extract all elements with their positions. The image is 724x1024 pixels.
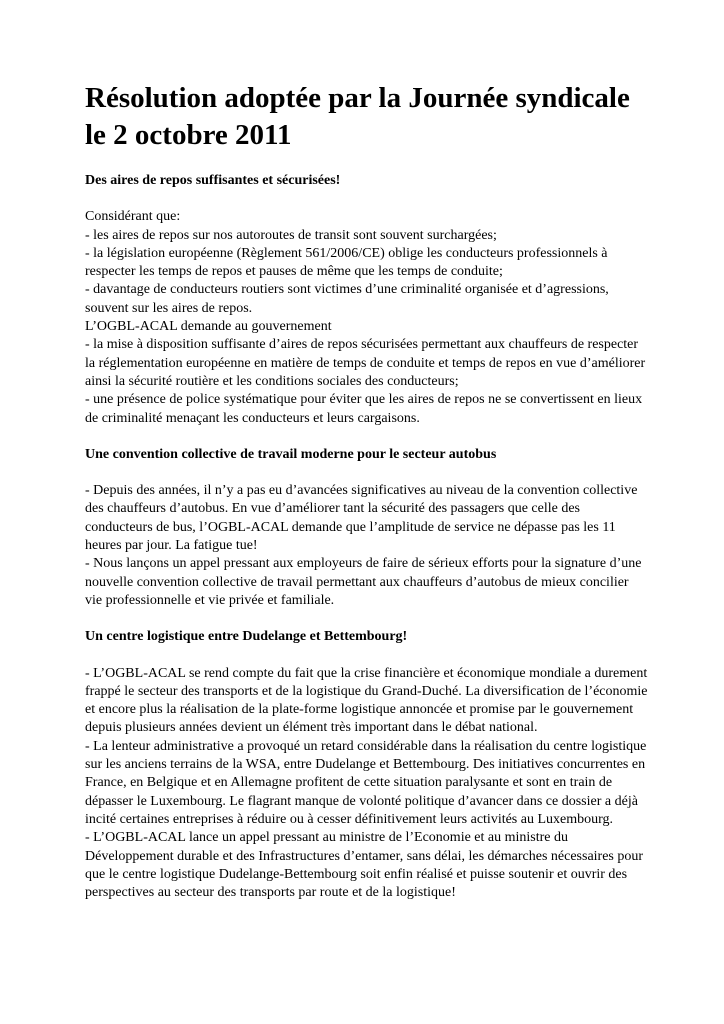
title-line-1: Résolution adoptée par la Journée syndicale — [85, 82, 630, 114]
bullet-item: - La lenteur administrative a provoqué un retard considérable dans la réalisation du centre logistique sur les anciens terrains de la WSA, entre Dudelange et Bettembourg. Des initiatives concurrentes en France, en Belgique et en Allemagne profitent de cette situation paralysante et sont en train de dépasser le Luxembourg. Le flagrant manque de volonté politique d’avancer dans ce dossier a déjà incité certaines entreprises à réduire ou à cesser définitivement leurs activités au Luxembourg. — [85, 738, 647, 827]
paragraph-demand-intro: L’OGBL-ACAL demande au gouvernement — [85, 319, 332, 335]
bullet-item: - une présence de police systématique pour éviter que les aires de repos ne se convertissent en lieux de criminalité menaçant les conducteurs et leurs cargaisons. — [85, 392, 643, 426]
bullet-item: - la mise à disposition suffisante d’aires de repos sécurisées permettant aux chauffeurs de respecter la réglementation européenne en matière de temps de conduite et temps de repos en vue d’améliorer ainsi la sécurité routière et les conditions sociales des conducteurs; — [85, 337, 646, 389]
bullet-item: - Nous lançons un appel pressant aux employeurs de faire de sérieux efforts pour la signature d’une nouvelle convention collective de travail permettant aux chauffeurs d’autobus de mieux concilier vie professionnelle et vie privée et familiale. — [85, 556, 642, 608]
title-line-2: le 2 octobre 2011 — [85, 119, 292, 151]
bullet-item: - les aires de repos sur nos autoroutes de transit sont souvent surchargées; — [85, 227, 497, 243]
section-heading-centre-logistique: Un centre logistique entre Dudelange et Bettembourg! — [85, 629, 408, 645]
bullet-item: - la législation européenne (Règlement 561/2006/CE) oblige les conducteurs professionnels à respecter les temps de repos et pauses de même que les temps de conduite; — [85, 245, 608, 280]
bullet-item: - L’OGBL-ACAL se rend compte du fait que la crise financière et économique mondiale a durement frappé le secteur des transports et de la logistique du Grand-Duché. La diversification de l’économie et encore plus la réalisation de la plate-forme logistique annoncée et promise par le gouvernement depuis plusieurs années devient un élément très important dans le débat national. — [85, 665, 648, 736]
paragraph-intro: Considérant que: — [85, 209, 181, 225]
bullet-item: - Depuis des années, il n’y a pas eu d’avancées significatives au niveau de la convention collective des chauffeurs d’autobus. En vue d’améliorer tant la sécurité des passagers que celle des conducteurs de bus, l’OGBL-ACAL demande que l’amplitude de service ne dépasse pas les 11 heures par jour. La fatigue tue! — [85, 483, 638, 554]
bullet-item: - davantage de conducteurs routiers sont victimes d’une criminalité organisée et d’agressions, souvent sur les aires de repos. — [85, 282, 609, 316]
section-heading-aires-de-repos: Des aires de repos suffisantes et sécurisées! — [85, 173, 341, 188]
document-content — [85, 80, 648, 902]
bullet-item: - L’OGBL-ACAL lance un appel pressant au ministre de l’Economie et au ministre du Développement durable et des Infrastructures d’entamer, sans délai, les démarches nécessaires pour que le centre logistique Dudelange-Bettembourg soit enfin réalisé et puisse soutenir et ouvrir des perspectives au secteur des transports par route et de la logistique! — [85, 830, 644, 901]
document-title — [85, 80, 648, 154]
section-heading-convention-collective: Une convention collective de travail moderne pour le secteur autobus — [85, 446, 497, 462]
